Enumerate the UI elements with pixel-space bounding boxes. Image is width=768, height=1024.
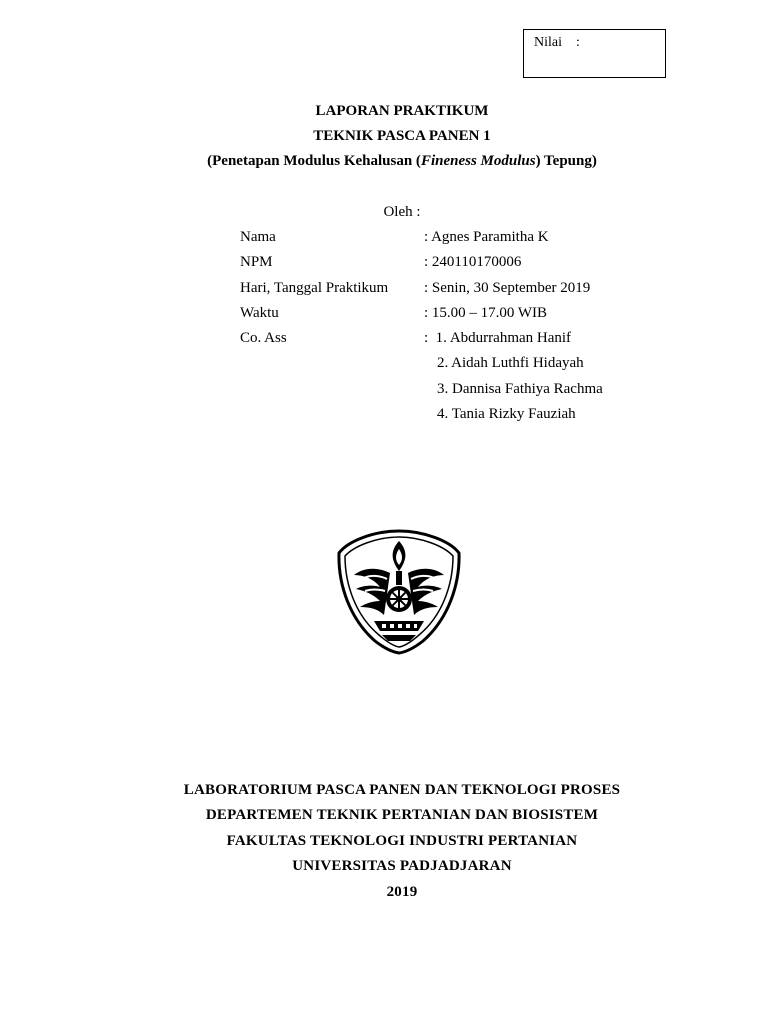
- experiment-title-italic: Fineness Modulus: [420, 153, 536, 169]
- footer-laboratory: LABORATORIUM PASCA PANEN DAN TEKNOLOGI PROSES: [183, 782, 621, 798]
- footer-department: DEPARTEMEN TEKNIK PERTANIAN DAN BIOSISTEM: [205, 807, 599, 823]
- assistant-item: 2. Aidah Luthfi Hidayah: [437, 355, 584, 371]
- info-value: : 15.00 – 17.00 WIB: [424, 305, 548, 321]
- experiment-title: [0, 153, 768, 170]
- info-key: NPM: [240, 254, 273, 270]
- info-key: Waktu: [240, 305, 279, 321]
- info-value: : 240110170006: [424, 254, 522, 270]
- grade-box: [523, 29, 666, 78]
- info-key: Nama: [240, 229, 276, 245]
- footer-faculty: FAKULTAS TEKNOLOGI INDUSTRI PERTANIAN: [226, 833, 578, 849]
- info-row-name: [240, 229, 640, 249]
- info-value: : 1. Abdurrahman Hanif: [424, 330, 572, 346]
- info-value: : Agnes Paramitha K: [424, 229, 549, 245]
- report-title: LAPORAN PRAKTIKUM: [315, 103, 489, 119]
- experiment-title-prefix: (Penetapan Modulus Kehalusan (: [207, 153, 421, 169]
- info-row-time: [240, 305, 640, 325]
- footer-university: UNIVERSITAS PADJADJARAN: [292, 858, 512, 874]
- course-title: TEKNIK PASCA PANEN 1: [313, 128, 491, 144]
- info-row-assistants: [240, 330, 640, 350]
- info-key: Hari, Tanggal Praktikum: [240, 280, 389, 296]
- by-label: Oleh :: [383, 204, 421, 220]
- info-value: : Senin, 30 September 2019: [424, 280, 591, 296]
- assistant-item: 3. Dannisa Fathiya Rachma: [437, 381, 603, 397]
- footer-year: 2019: [386, 884, 418, 900]
- grade-label: Nilai :: [534, 35, 580, 50]
- assistant-item: 4. Tania Rizky Fauziah: [437, 406, 576, 422]
- info-key: Co. Ass: [240, 330, 287, 346]
- experiment-title-suffix: ) Tepung): [535, 153, 597, 169]
- info-row-npm: [240, 254, 640, 274]
- info-row-date: [240, 280, 640, 300]
- university-emblem-icon: [334, 527, 464, 655]
